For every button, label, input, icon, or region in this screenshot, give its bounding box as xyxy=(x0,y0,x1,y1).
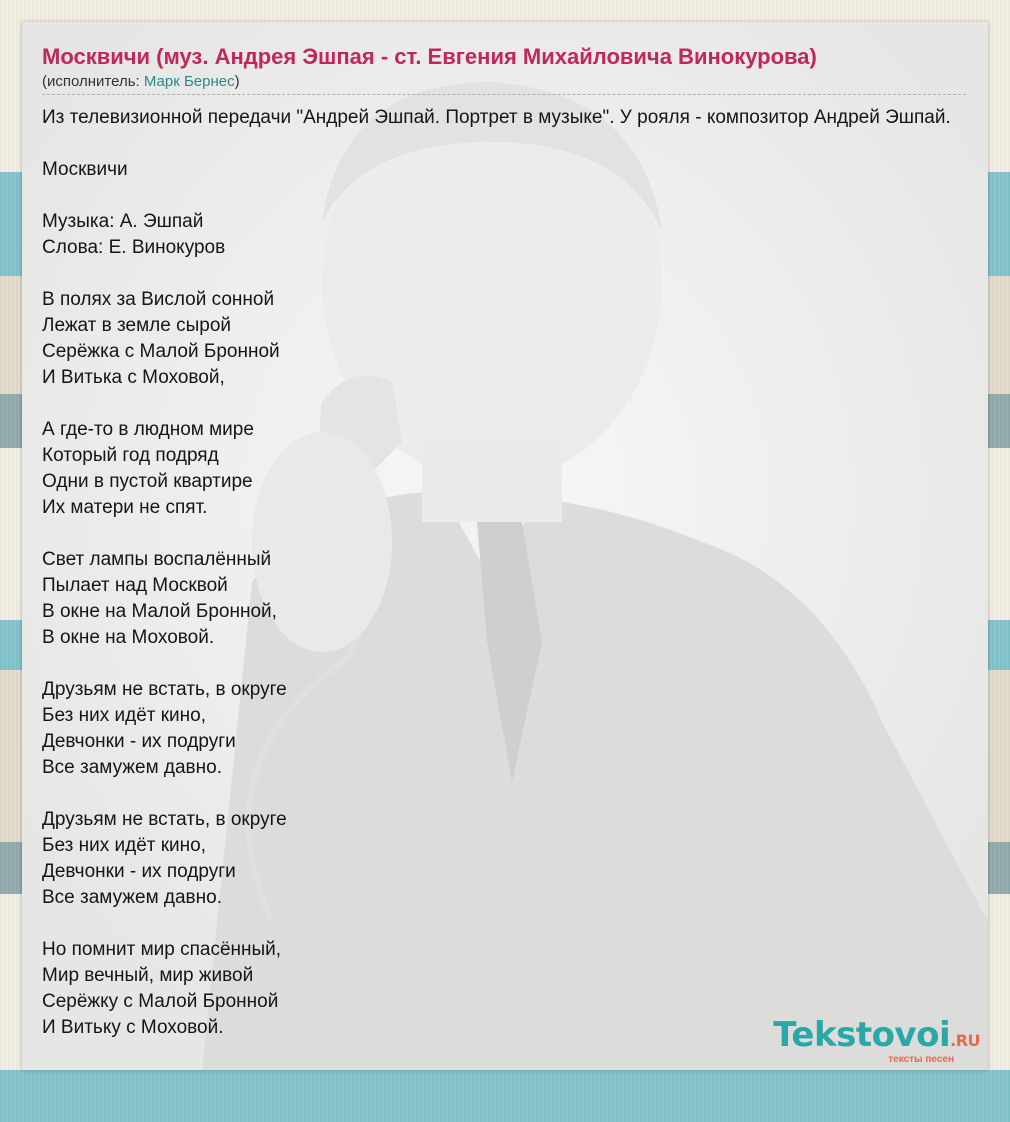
lyric-line: И Витька с Моховой, xyxy=(42,367,225,388)
lyric-line: Их матери не спят. xyxy=(42,497,208,518)
lyric-line: Друзьям не встать, в округе xyxy=(42,809,287,830)
blank-line xyxy=(42,521,988,547)
lyric-line: А где-то в людном мире xyxy=(42,419,254,440)
lyric-line: Без них идёт кино, xyxy=(42,835,207,856)
blank-line xyxy=(42,261,988,287)
lyric-line: Который год подряд xyxy=(42,445,219,466)
lyric-line: Без них идёт кино, xyxy=(42,705,207,726)
lyric-line: Все замужем давно. xyxy=(42,757,222,778)
performer-line xyxy=(42,72,966,95)
lyric-line: И Витьку с Моховой. xyxy=(42,1017,224,1038)
site-logo[interactable] xyxy=(773,1017,980,1065)
lyric-line: Мир вечный, мир живой xyxy=(42,965,254,986)
lyric-line: Музыка: А. Эшпай xyxy=(42,211,204,232)
lyric-line: Девчонки - их подруги xyxy=(42,731,236,752)
lyric-line: Пылает над Москвой xyxy=(42,575,228,596)
lyric-line: В полях за Вислой сонной xyxy=(42,289,275,310)
lyric-line: Серёжку с Малой Бронной xyxy=(42,991,279,1012)
lyric-line: Друзьям не встать, в округе xyxy=(42,679,287,700)
blank-line xyxy=(42,651,988,677)
logo-name: Tekstovoi xyxy=(773,1015,951,1055)
page-title: Москвичи (муз. Андрея Эшпая - ст. Евгения Михайловича Винокурова) xyxy=(42,44,817,69)
lyric-line: В окне на Малой Бронной, xyxy=(42,601,277,622)
lyric-line: Лежат в земле сырой xyxy=(42,315,231,336)
lyric-line: Одни в пустой квартире xyxy=(42,471,253,492)
content xyxy=(42,42,988,1041)
performer-link[interactable]: Марк Бернес xyxy=(143,73,235,90)
lyric-line: Свет лампы воспалённый xyxy=(42,549,272,570)
blank-line xyxy=(42,781,988,807)
lyric-line: Москвичи xyxy=(42,159,128,180)
lyrics-text xyxy=(42,105,988,1041)
lyrics-lines xyxy=(42,131,988,1041)
lyric-line: Но помнит мир спасённый, xyxy=(42,939,282,960)
lyric-line: Все замужем давно. xyxy=(42,887,222,908)
lyric-line: Девчонки - их подруги xyxy=(42,861,236,882)
performer-suffix: ) xyxy=(234,73,240,90)
logo-tagline: тексты песен xyxy=(888,1054,954,1065)
blank-line xyxy=(42,391,988,417)
lyric-line: В окне на Моховой. xyxy=(42,627,215,648)
logo-tld: .RU xyxy=(950,1031,980,1050)
blank-line xyxy=(42,131,988,157)
lyrics-card xyxy=(22,22,988,1070)
lyrics-intro: Из телевизионной передачи "Андрей Эшпай. Портрет в музыке". У рояля - композитор Андрей Эшпай. xyxy=(42,107,951,128)
blank-line xyxy=(42,911,988,937)
performer-prefix: (исполнитель: xyxy=(42,73,144,90)
blank-line xyxy=(42,183,988,209)
lyric-line: Серёжка с Малой Бронной xyxy=(42,341,280,362)
lyric-line: Слова: Е. Винокуров xyxy=(42,237,226,258)
